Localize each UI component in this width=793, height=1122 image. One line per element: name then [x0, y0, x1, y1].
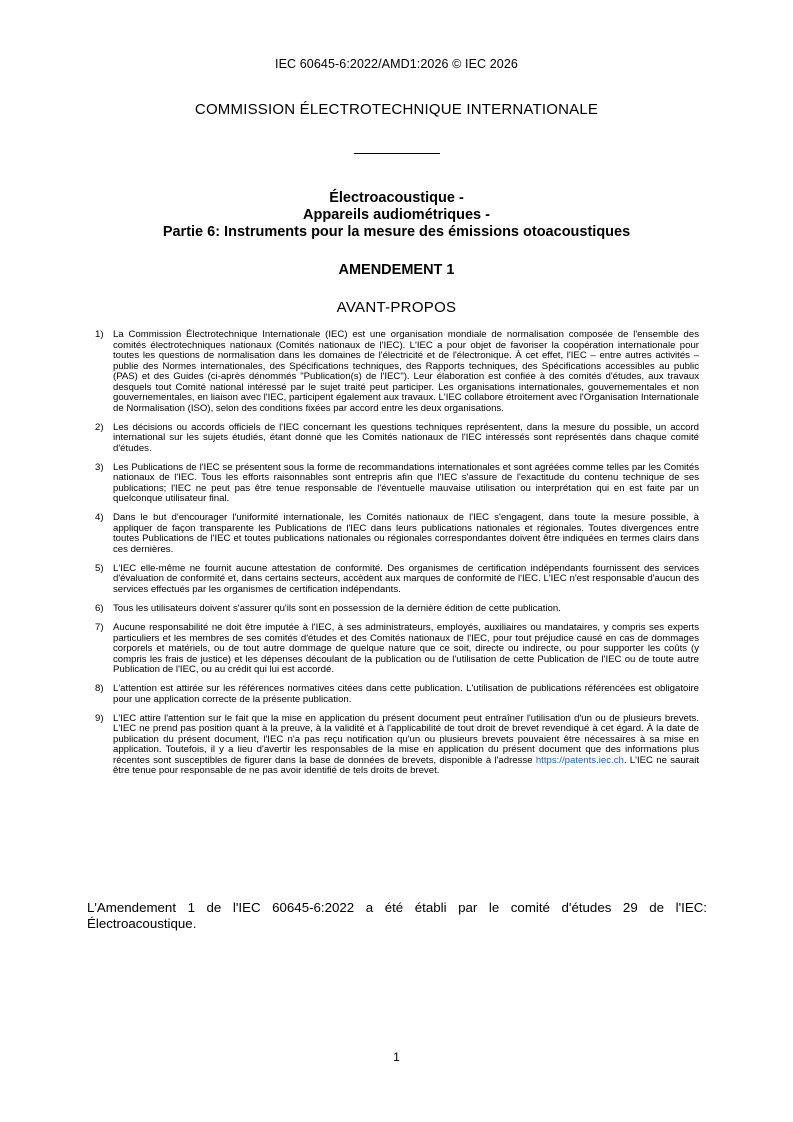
- list-item: [95, 623, 699, 676]
- amendment-heading: AMENDEMENT 1: [338, 262, 455, 278]
- list-item: [95, 564, 699, 596]
- closing-paragraph: L'Amendement 1 de l'IEC 60645-6:2022 a été établi par le comité d'études 29 de l'IEC: Électroacoustique.: [87, 900, 707, 931]
- item-number: 9): [95, 712, 104, 724]
- item-number: 8): [95, 683, 104, 695]
- item-number: 3): [95, 461, 104, 473]
- item-text: Dans le but d'encourager l'uniformité internationale, les Comités nationaux de l'IEC s'engagent, dans toute la mesure possible, à appliquer de façon transparente les Publications de l'IEC dans leurs publications nationales et régionales. Toutes divergences entre toutes Publications de l'IEC et toutes publications nationales ou régionales correspondantes doivent être indiquées en termes clairs dans ces dernières.: [113, 512, 699, 555]
- item-text: L'IEC elle-même ne fournit aucune attestation de conformité. Des organismes de certification indépendants fournissent des services d'évaluation de conformité et, dans certains secteurs, accèdent aux marques de conformité de l'IEC. L'IEC n'est responsable d'aucun des services effectués par les organismes de certification indépendants.: [113, 562, 699, 595]
- title-divider: [354, 153, 440, 154]
- item-text-after: . L'IEC ne saurait être tenue pour responsable de ne pas avoir identifié de tels droits de brevet.: [113, 754, 699, 777]
- title-line-1: Électroacoustique -: [329, 190, 464, 206]
- title-line-3: Partie 6: Instruments pour la mesure des émissions otoacoustiques: [162, 224, 631, 240]
- list-item: [95, 513, 699, 555]
- foreword-list: [95, 330, 699, 785]
- item-text: Aucune responsabilité ne doit être imputée à l'IEC, à ses administrateurs, employés, auxiliaires ou mandataires, y compris ses experts particuliers et les membres de ses comités d'études et des Comités nationaux de l'IEC, pour tout préjudice causé en cas de dommages corporels et matériels, ou de tout autre dommage de quelque nature que ce soit, directe ou indirecte, ou pour supporter les coûts (y compris les frais de justice) et les dépenses découlant de la publication ou de l'utilisation de cette Publication de l'IEC ou de toute autre Publication de l'IEC, ou au crédit qui lui est accordé.: [113, 622, 699, 676]
- item-text: La Commission Électrotechnique Internationale (IEC) est une organisation mondiale de normalisation composée de l'ensemble des comités électrotechniques nationaux (Comités nationaux de l'IEC). L'IEC a pour objet de favoriser la coopération internationale pour toutes les questions de normalisation dans les domaines de l'électricité et de l'électronique. À cet effet, l'IEC – entre autres activités – publie des Normes internationales, des Spécifications techniques, des Rapports techniques, des Spécifications accessibles au public (PAS) et des Guides (ci-après dénommés "Publication(s) de l'IEC"). Leur élaboration est confiée à des comités d'études, aux travaux desquels tout Comité national intéressé par le sujet traité peut participer. Les organisations internationales, gouvernementales et non gouvernementales, en liaison avec l'IEC, participent également aux travaux. L'IEC collabore étroitement avec l'Organisation Internationale de Normalisation (ISO), selon des conditions fixées par accord entre les deux organisations.: [113, 329, 699, 414]
- item-number: 7): [95, 622, 104, 634]
- list-item: [95, 423, 699, 455]
- page-number: 1: [393, 1050, 400, 1064]
- foreword-heading: AVANT-PROPOS: [336, 299, 457, 316]
- item-text: Les décisions ou accords officiels de l'IEC concernant les questions techniques représentent, dans la mesure du possible, un accord international sur les sujets étudiés, étant donné que les Comités nationaux de l'IEC intéressés sont représentés dans chaque comité d'études.: [113, 421, 699, 454]
- patents-link[interactable]: https://patents.iec.ch: [535, 754, 624, 766]
- list-item: [95, 604, 699, 615]
- title-line-2: Appareils audiométriques -: [303, 207, 490, 223]
- item-number: 2): [95, 421, 104, 433]
- document-title: [0, 190, 793, 241]
- item-text: L'attention est attirée sur les références normatives citées dans cette publication. L'utilisation de publications référencées est obligatoire pour une application correcte de la présente publication.: [113, 683, 699, 705]
- item-number: 1): [95, 329, 104, 340]
- item-text: Tous les utilisateurs doivent s'assurer qu'ils sont en possession de la dernière édition de cette publication.: [113, 602, 561, 614]
- item-text: Les Publications de l'IEC se présentent sous la forme de recommandations internationales et sont agréées comme telles par les Comités nationaux de l'IEC. Tous les efforts raisonnables sont entrepris afin que l'IEC s'assure de l'exactitude du contenu technique de ses publications; l'IEC ne peut pas être tenue responsable de l'éventuelle mauvaise utilisation ou interprétation qui en est faite par un quelconque utilisateur final.: [113, 461, 699, 505]
- list-item: [95, 714, 699, 777]
- list-item: [95, 330, 699, 414]
- list-item: [95, 463, 699, 505]
- item-number: 6): [95, 602, 104, 614]
- list-item: [95, 684, 699, 705]
- item-text-main: L'IEC attire l'attention sur le fait que la mise en application du présent document peut entraîner l'utilisation d'un ou de plusieurs brevets. L'IEC ne prend pas position quant à la preuve, à la validité et à l'applicabilité de tout droit de brevet revendiqué à cet égard. À la date de publication du présent document, l'IEC n'a pas reçu notification qu'un ou plusieurs brevets pouvaient être nécessaires à sa mise en application. Toutefois, il y a lieu d'avertir les responsables de la mise en application du présent document que des informations plus récentes sont susceptibles de figurer dans la base de données de brevets, disponible à l'adresse: [113, 712, 699, 766]
- document-reference: IEC 60645-6:2022/AMD1:2026 © IEC 2026: [275, 57, 518, 71]
- item-number: 4): [95, 512, 104, 524]
- item-number: 5): [95, 562, 104, 574]
- item-text: [113, 714, 699, 777]
- organization-name: COMMISSION ÉLECTROTECHNIQUE INTERNATIONALE: [194, 101, 599, 118]
